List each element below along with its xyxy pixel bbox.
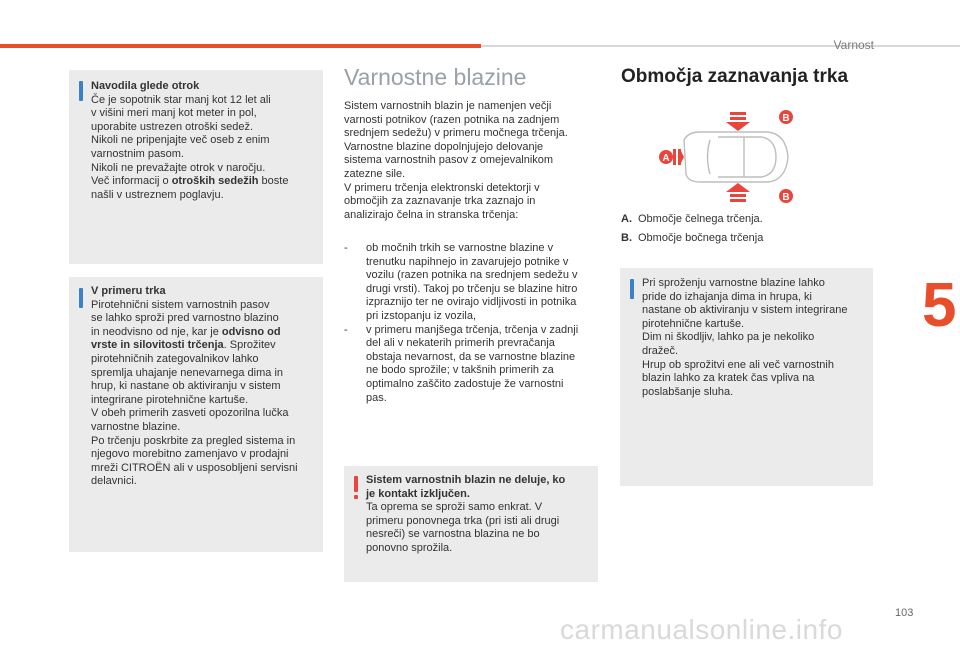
box-line: Pirotehnični sistem varnostnih pasov [91,298,270,311]
smoke-info-box: Pri sproženju varnostne blazine lahko pride do izhajanja dima in hrupa, ki nastane ob aktiviranju v sistem integrirane pirotehnične kartuše. Dim ni škodljiv, lahko pa je nekoliko dražeč. Hrup ob sprožitvi ene ali več varnostnih blazin lahko za kratek čas vpliva na poslabšanje sluha. [620,268,873,486]
chapter-number: 5 [922,271,957,340]
watermark: carmanualsonline.info [560,614,843,645]
header-rule [481,45,960,47]
detection-zones-heading: Območja zaznavanja trka [621,66,849,87]
box-line: hrup, ki nastane ob aktiviranju v sistem [91,380,281,393]
box-line: delavnici. [91,475,137,488]
box-line: pirotehničnih zategovalnikov lahko [91,352,259,365]
box-line: V obeh primerih zasveti opozorilna lučka [91,407,289,420]
marker-b-bottom [779,189,793,203]
list-item: - ob močnih trkih se varnostne blazine v trenutku napihnejo in zavarujejo potnike v vozilu (razen potnika na srednjem sedežu v drugi vrsti). Takoj po trčenju se blazine hitro izpraznijo ter ne ovirajo vidljivosti in potnika pri izstopanju iz vozila, [344,242,578,322]
legend-item-a: A. Območje čelnega trčenja. [621,213,763,225]
list-item: - v primeru manjšega trčenja, trčenja v zadnji del ali v nekaterih primerih prevračanja obstaja nevarnost, da se varnostne blazine ne bodo sprožile; v takšnih primerih za optimalno zaščito zadostuje že varnostni pas. [344,323,579,404]
children-notice-box [69,70,323,264]
header-accent-bar [0,44,481,48]
box-title: V primeru trka [91,285,166,297]
warning-icon-dot [354,495,358,499]
side-impact-arrow-top [730,112,746,115]
box-line: uporabite ustrezen otroški sedež. [91,120,254,133]
chapter-tab [898,268,960,360]
box-line: Več informacij o otroških sedežih boste [91,175,289,188]
svg-text:B: B [782,192,790,203]
box-line: se lahko sproži pred varnostno blazino [91,312,279,325]
child-seats-link-text: otroških sedežih [171,175,259,188]
info-icon [79,81,83,101]
box-line: in neodvisno od nje, kar je odvisno od [91,325,281,338]
box-line: Po trčenju poskrbite za pregled sistema in [91,434,296,447]
svg-text:A: A [662,153,670,164]
box-line: mreži CITROËN ali v usposobljeni servisni [91,461,298,474]
box-line: v višini meri manj kot meter in pol, [91,107,257,120]
box-line: spremlja uhajanje nenevarnega dima in [91,366,284,379]
info-icon [630,279,634,299]
airbag-warning-box: Sistem varnostnih blazin ne deluje, ko je kontakt izključen. Ta oprema se sproži samo enkrat. V primeru ponovnega trka (pri isti ali drugi nesreči) se varnostna blazina ne bo ponovno sprožila. [344,466,598,582]
box-line: Če je sopotnik star manj kot 12 let ali [91,93,271,106]
box-line: integrirane pirotehnične kartuše. [91,393,249,406]
airbags-heading: Varnostne blazine [344,64,527,90]
airbags-intro: Sistem varnostnih blazin je namenjen večji varnosti potnikov (razen potnika na zadnjem srednjem sedežu) v primeru močnega trčenja. Varnostne blazine dopolnjujejo delovanje sistema varnostnih pasov z omejevalnikom zatezne sile. V primeru trčenja elektronski detektorji v območjih za zaznavanje trka zaznajo in analizirajo čelna in stranska trčenja: [344,100,568,221]
page-number: 103 [895,607,914,619]
info-icon [79,288,83,308]
collision-notice-box [69,277,323,552]
airbags-bullet-list [344,242,600,405]
marker-b-top [779,110,793,124]
box-line: Nikoli ne prevažajte otrok v naročju. [91,161,266,174]
box-line: vrste in silovitosti trčenja. Sprožitev [91,339,276,352]
warning-icon [354,476,358,492]
vehicle-zone-diagram [658,104,798,210]
box-line: Nikoli ne pripenjajte več oseb z enim [91,134,270,147]
marker-a [659,150,673,164]
section-title: Varnost [833,38,874,52]
box-title: Navodila glede otrok [91,80,200,92]
box-line: našli v ustreznem poglavju. [91,188,224,201]
box-line: njegovo morebitno zamenjavo v prodajni [91,448,289,461]
legend-item-b: B. Območje bočnega trčenja [621,232,764,244]
box-line: varnostne blazine. [91,420,181,433]
side-impact-arrow-bottom [730,199,746,202]
box-line: varnostnim pasom. [91,147,184,160]
car-top-view [684,132,788,182]
svg-text:B: B [782,113,790,124]
